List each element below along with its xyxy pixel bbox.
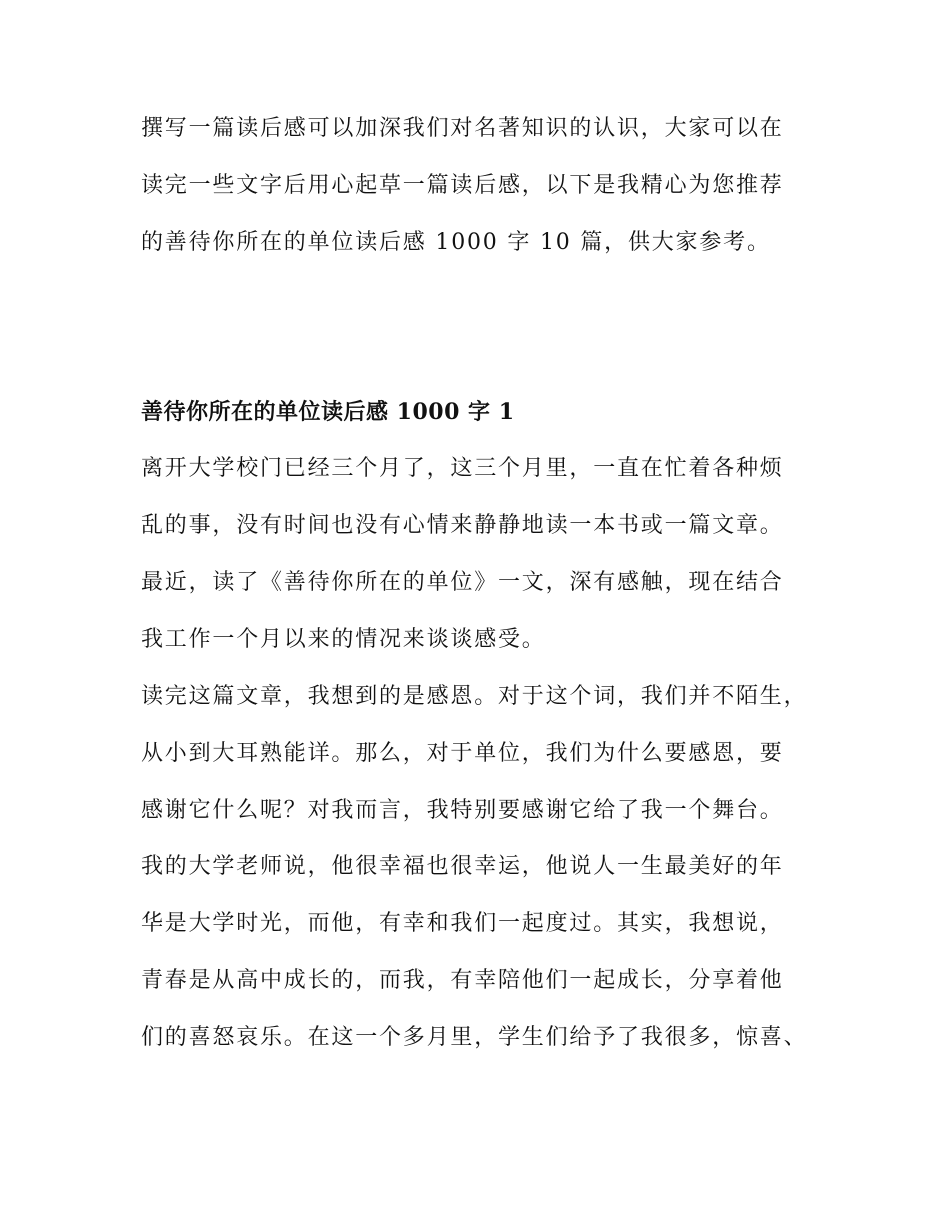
paragraph2-line-3: 感谢它什么呢？对我而言，我特别要感谢它给了我一个舞台。 bbox=[141, 798, 784, 823]
paragraph2-line-1: 读完这篇文章，我想到的是感恩。对于这个词，我们并不陌生， bbox=[141, 684, 808, 709]
intro-line-3: 的善待你所在的单位读后感 1000 字 10 篇，供大家参考。 bbox=[141, 230, 771, 255]
intro-line-1: 撰写一篇读后感可以加深我们对名著知识的认识，大家可以在 bbox=[141, 116, 784, 141]
paragraph1-line-3: 最近，读了《善待你所在的单位》一文，深有感触，现在结合 bbox=[141, 570, 784, 595]
paragraph1-line-1: 离开大学校门已经三个月了，这三个月里，一直在忙着各种烦 bbox=[141, 456, 784, 481]
paragraph1-line-4: 我工作一个月以来的情况来谈谈感受。 bbox=[141, 627, 546, 652]
paragraph2-line-4: 我的大学老师说，他很幸福也很幸运，他说人一生最美好的年 bbox=[141, 854, 784, 879]
section-heading: 善待你所在的单位读后感 1000 字 1 bbox=[141, 399, 515, 425]
paragraph1-line-2: 乱的事，没有时间也没有心情来静静地读一本书或一篇文章。 bbox=[141, 513, 784, 538]
paragraph2-line-6: 青春是从高中成长的，而我，有幸陪他们一起成长，分享着他 bbox=[141, 968, 784, 993]
intro-line-2: 读完一些文字后用心起草一篇读后感，以下是我精心为您推荐 bbox=[141, 173, 784, 198]
paragraph2-line-2: 从小到大耳熟能详。那么，对于单位，我们为什么要感恩，要 bbox=[141, 741, 784, 766]
paragraph2-line-5: 华是大学时光，而他，有幸和我们一起度过。其实，我想说， bbox=[141, 911, 784, 936]
paragraph2-line-7: 们的喜怒哀乐。在这一个多月里，学生们给予了我很多，惊喜、 bbox=[141, 1025, 808, 1050]
